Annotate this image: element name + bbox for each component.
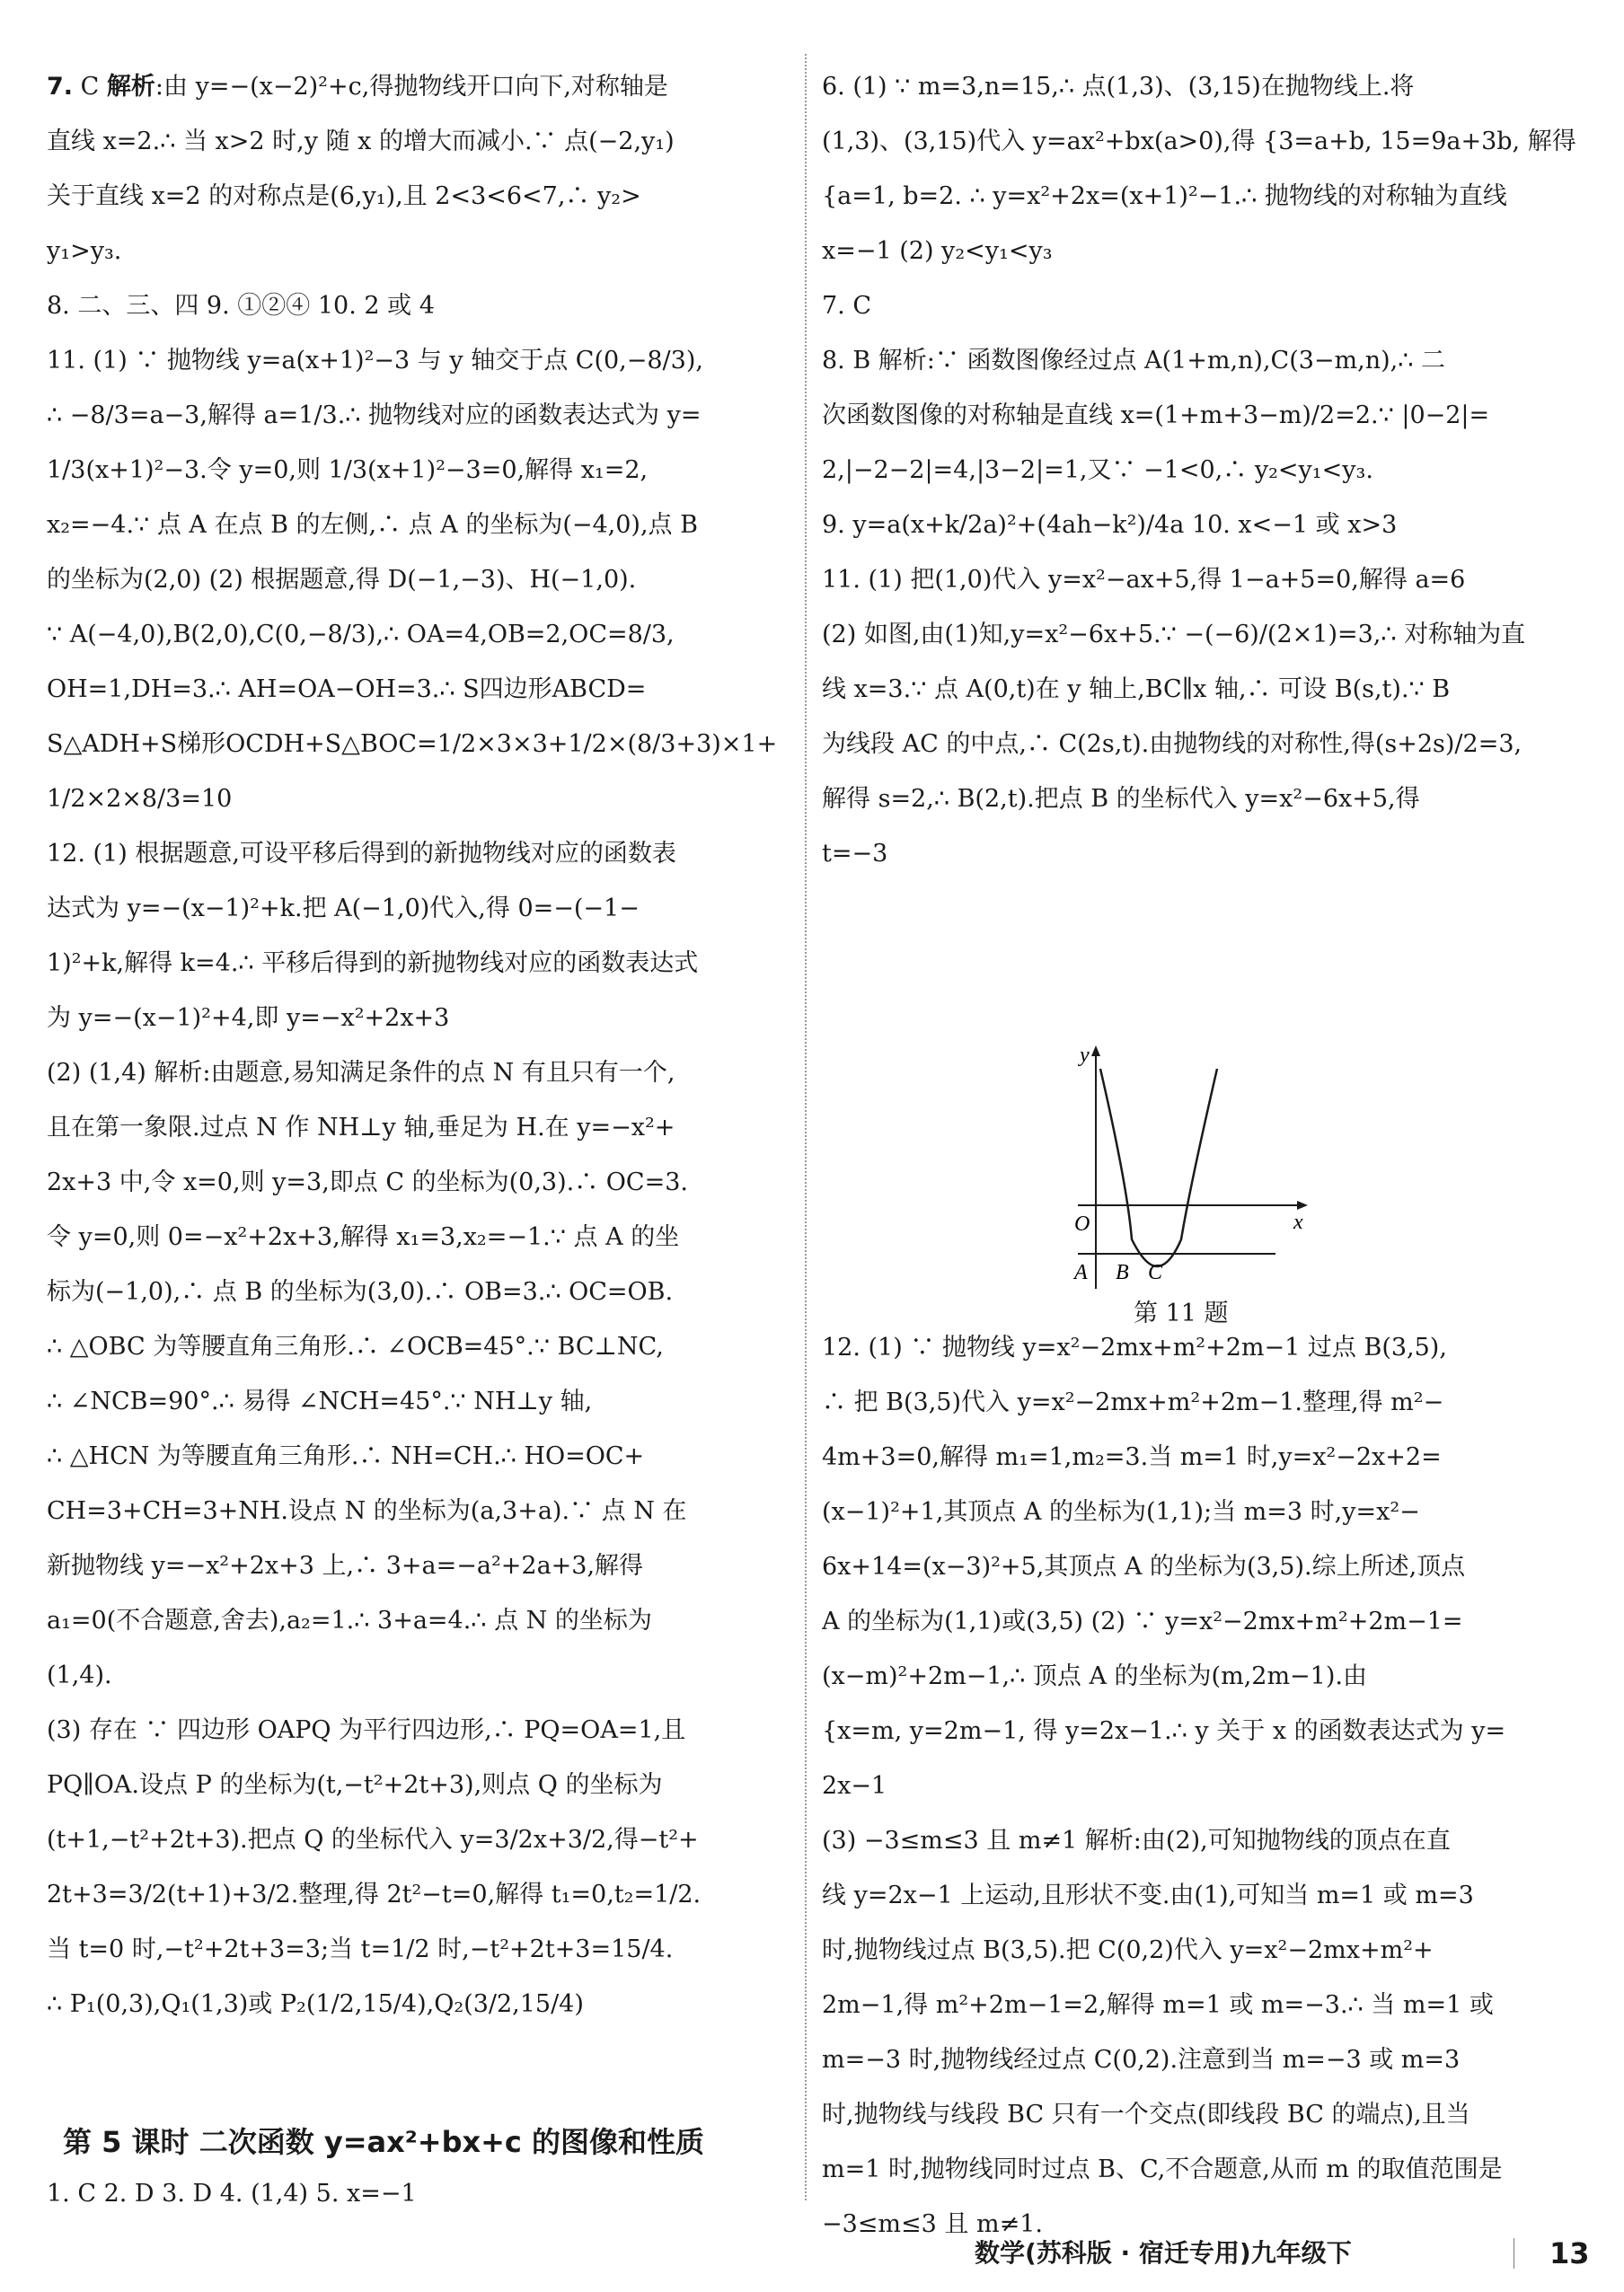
- text-line: ∴ 把 B(3,5)代入 y=x²−2mx+m²+2m−1.整理,得 m²−: [822, 1388, 1444, 1416]
- y-axis-arrow: [1091, 1045, 1100, 1056]
- text-line: A 的坐标为(1,1)或(3,5) (2) ∵ y=x²−2mx+m²+2m−1=: [822, 1608, 1463, 1635]
- text-line: 线 y=2x−1 上运动,且形状不变.由(1),可知当 m=1 或 m=3: [822, 1882, 1474, 1909]
- text-line: 11. (1) ∵ 抛物线 y=a(x+1)²−3 与 y 轴交于点 C(0,−8/3),: [47, 347, 703, 375]
- text-line: 当 t=0 时,−t²+2t+3=3;当 t=1/2 时,−t²+2t+3=15/4.: [47, 1935, 674, 1963]
- text-line: 2m−1,得 m²+2m−1=2,解得 m=1 或 m=−3.∴ 当 m=1 或: [822, 1991, 1494, 2019]
- text-line: 11. (1) 把(1,0)代入 y=x²−ax+5,得 1−a+5=0,解得 a=6: [822, 566, 1466, 594]
- text-line: 4m+3=0,解得 m₁=1,m₂=3.当 m=1 时,y=x²−2x+2=: [822, 1443, 1442, 1471]
- text-line: 12. (1) 根据题意,可设平移后得到的新抛物线对应的函数表: [47, 840, 676, 868]
- text-line: (1,3)、(3,15)代入 y=ax²+bx(a>0),得 {3=a+b, 15=9a+3b, 解得: [822, 128, 1576, 155]
- text-line: (x−m)²+2m−1,∴ 顶点 A 的坐标为(m,2m−1).由: [822, 1662, 1367, 1690]
- text-line: ∴ △HCN 为等腰直角三角形.∴ NH=CH.∴ HO=OC+: [47, 1442, 645, 1470]
- parabola-figure: [1060, 1042, 1311, 1293]
- parabola-curve: [1100, 1069, 1217, 1266]
- text-line: PQ∥OA.设点 P 的坐标为(t,−t²+2t+3),则点 Q 的坐标为: [47, 1771, 663, 1799]
- text-line: 2x+3 中,令 x=0,则 y=3,即点 C 的坐标为(0,3).∴ OC=3.: [47, 1168, 688, 1196]
- text-line: ∴ −8/3=a−3,解得 a=1/3.∴ 抛物线对应的函数表达式为 y=: [47, 401, 702, 429]
- right-column-lower: [822, 1320, 1587, 2252]
- x-axis-arrow: [1297, 1201, 1308, 1210]
- text-line: {x=m, y=2m−1, 得 y=2x−1.∴ y 关于 x 的函数表达式为 y=: [822, 1717, 1506, 1745]
- point-b-label: B: [1116, 1261, 1129, 1284]
- text-line: 1/3(x+1)²−3.令 y=0,则 1/3(x+1)²−3=0,解得 x₁=2,: [47, 456, 649, 484]
- x-label: x: [1293, 1211, 1303, 1234]
- page-number: 13: [1549, 2236, 1590, 2270]
- text-line: 时,抛物线与线段 BC 只有一个交点(即线段 BC 的端点),且当: [822, 2101, 1470, 2129]
- text-line: 线 x=3.∵ 点 A(0,t)在 y 轴上,BC∥x 轴,∴ 可设 B(s,t).∵ B: [822, 675, 1451, 703]
- text-line: 2x−1: [822, 1772, 887, 1800]
- text-line: 7. C: [822, 292, 872, 320]
- figure-caption: 第 11 题: [1134, 1300, 1229, 1327]
- text-line: 为线段 AC 的中点,∴ C(2s,t).由抛物线的对称性,得(s+2s)/2=3,: [822, 730, 1522, 758]
- text-line: 8. 二、三、四 9. ①②④ 10. 2 或 4: [47, 292, 435, 320]
- page-footer: [975, 2233, 1594, 2274]
- text-line: (x−1)²+1,其顶点 A 的坐标为(1,1);当 m=3 时,y=x²−: [822, 1498, 1420, 1526]
- right-column: [822, 59, 1587, 881]
- text-line: ∴ P₁(0,3),Q₁(1,3)或 P₂(1/2,15/4),Q₂(3/2,15/4): [47, 1990, 584, 2018]
- text-line: OH=1,DH=3.∴ AH=OA−OH=3.∴ S四边形ABCD=: [47, 675, 647, 703]
- text-line: (1,4).: [47, 1662, 112, 1689]
- text-line: 且在第一象限.过点 N 作 NH⊥y 轴,垂足为 H.在 y=−x²+: [47, 1114, 675, 1142]
- text-line: (t+1,−t²+2t+3).把点 Q 的坐标代入 y=3/2x+3/2,得−t²+: [47, 1826, 699, 1854]
- text-line: x=−1 (2) y₂<y₁<y₃: [822, 237, 1053, 265]
- text-line: 1/2×2×8/3=10: [47, 785, 233, 813]
- text-line: 标为(−1,0),∴ 点 B 的坐标为(3,0).∴ OB=3.∴ OC=OB.: [47, 1278, 674, 1306]
- section-title: 第 5 课时 二次函数 y=ax²+bx+c 的图像和性质: [63, 2125, 705, 2159]
- point-a-label: A: [1074, 1261, 1088, 1284]
- text-line: 为 y=−(x−1)²+4,即 y=−x²+2x+3: [47, 1004, 450, 1032]
- text-line: 8. B 解析:∵ 函数图像经过点 A(1+m,n),C(3−m,n),∴ 二: [822, 347, 1445, 375]
- text-line: 时,抛物线过点 B(3,5).把 C(0,2)代入 y=x²−2mx+m²+: [822, 1936, 1434, 1964]
- text-line: ∴ △OBC 为等腰直角三角形.∴ ∠OCB=45°.∵ BC⊥NC,: [47, 1333, 664, 1361]
- text-line: m=−3 时,抛物线经过点 C(0,2).注意到当 m=−3 或 m=3: [822, 2046, 1461, 2074]
- text-line: 2t+3=3/2(t+1)+3/2.整理,得 2t²−t=0,解得 t₁=0,t₂=1/2.: [47, 1881, 702, 1909]
- text-line: 7. C 解析:由 y=−(x−2)²+c,得抛物线开口向下,对称轴是: [47, 73, 668, 101]
- text-line: y₁>y₃.: [47, 237, 122, 265]
- text-line: −3≤m≤3 且 m≠1.: [822, 2210, 1043, 2238]
- text-line: 9. y=a(x+k/2a)²+(4ah−k²)/4a 10. x<−1 或 x>3: [822, 511, 1398, 539]
- text-line: 次函数图像的对称轴是直线 x=(1+m+3−m)/2=2.∵ |0−2|=: [822, 401, 1490, 429]
- text-line: 1)²+k,解得 k=4.∴ 平移后得到的新抛物线对应的函数表达式: [47, 949, 699, 977]
- left-column: [47, 59, 812, 2032]
- text-line: 令 y=0,则 0=−x²+2x+3,解得 x₁=3,x₂=−1.∵ 点 A 的坐: [47, 1223, 680, 1251]
- text-line: 关于直线 x=2 的对称点是(6,y₁),且 2<3<6<7,∴ y₂>: [47, 182, 641, 210]
- text-line: a₁=0(不合题意,舍去),a₂=1.∴ 3+a=4.∴ 点 N 的坐标为: [47, 1607, 652, 1635]
- text-line: 2,|−2−2|=4,|3−2|=1,又∵ −1<0,∴ y₂<y₁<y₃.: [822, 456, 1373, 484]
- text-line: 12. (1) ∵ 抛物线 y=x²−2mx+m²+2m−1 过点 B(3,5),: [822, 1334, 1447, 1362]
- text-line: (2) 如图,由(1)知,y=x²−6x+5.∵ −(−6)/(2×1)=3,∴ 对称轴为直: [822, 621, 1526, 648]
- text-line: m=1 时,抛物线同时过点 B、C,不合题意,从而 m 的取值范围是: [822, 2155, 1503, 2183]
- text-line: {a=1, b=2. ∴ y=x²+2x=(x+1)²−1.∴ 抛物线的对称轴为直线: [822, 182, 1507, 210]
- text-line: ∴ ∠NCB=90°.∴ 易得 ∠NCH=45°.∵ NH⊥y 轴,: [47, 1388, 593, 1415]
- book-title: 数学(苏科版 · 宿迁专用)九年级下: [975, 2238, 1352, 2268]
- text-line: 的坐标为(2,0) (2) 根据题意,得 D(−1,−3)、H(−1,0).: [47, 566, 637, 594]
- y-label: y: [1080, 1044, 1090, 1067]
- text-line: x₂=−4.∵ 点 A 在点 B 的左侧,∴ 点 A 的坐标为(−4,0),点 B: [47, 511, 698, 539]
- text-line: 达式为 y=−(x−1)²+k.把 A(−1,0)代入,得 0=−(−1−: [47, 895, 640, 922]
- point-c-label: C: [1148, 1261, 1163, 1284]
- text-line: (3) −3≤m≤3 且 m≠1 解析:由(2),可知抛物线的顶点在直: [822, 1827, 1451, 1855]
- text-line: ∵ A(−4,0),B(2,0),C(0,−8/3),∴ OA=4,OB=2,OC=8/3,: [47, 621, 675, 648]
- text-line: t=−3: [822, 840, 888, 868]
- section-answers: 1. C 2. D 3. D 4. (1,4) 5. x=−1: [47, 2180, 417, 2208]
- origin-label: O: [1074, 1212, 1090, 1236]
- text-line: 直线 x=2.∴ 当 x>2 时,y 随 x 的增大而减小.∵ 点(−2,y₁): [47, 128, 675, 155]
- text-line: S△ADH+S梯形OCDH+S△BOC=1/2×3×3+1/2×(8/3+3)×1+: [47, 730, 778, 758]
- text-line: (3) 存在 ∵ 四边形 OAPQ 为平行四边形,∴ PQ=OA=1,且: [47, 1716, 686, 1744]
- text-line: 6x+14=(x−3)²+5,其顶点 A 的坐标为(3,5).综上所述,顶点: [822, 1553, 1466, 1581]
- text-line: 解得 s=2,∴ B(2,t).把点 B 的坐标代入 y=x²−6x+5,得: [822, 785, 1420, 813]
- text-line: 新抛物线 y=−x²+2x+3 上,∴ 3+a=−a²+2a+3,解得: [47, 1552, 644, 1580]
- text-line: (2) (1,4) 解析:由题意,易知满足条件的点 N 有且只有一个,: [47, 1059, 675, 1087]
- text-line: 6. (1) ∵ m=3,n=15,∴ 点(1,3)、(3,15)在抛物线上.将: [822, 73, 1415, 101]
- text-line: CH=3+CH=3+NH.设点 N 的坐标为(a,3+a).∵ 点 N 在: [47, 1497, 687, 1525]
